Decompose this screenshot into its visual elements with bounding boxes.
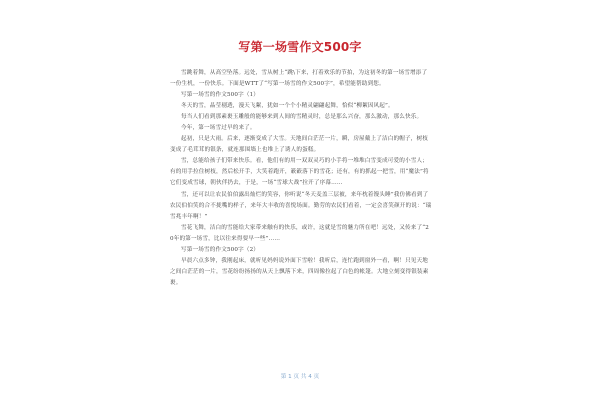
paragraph: 雪，还可以让农民伯伯露出灿烂的笑容，你听说“冬天麦盖三层被，来年枕着馒头睡”我仿佛看到了农民伯伯笑的合不拢嘴的样子，来年大丰收的喜悦场面。勤劳的农民们看着，一定会喜笑颜开的说：“瑞雪兆丰年啊！”	[170, 191, 432, 220]
document-body	[170, 68, 432, 289]
page-number: 第 1 页 共 4 页	[280, 374, 320, 380]
section-heading-2: 写第一场雪的作文500字（2）	[181, 246, 260, 253]
paragraph: 起初，只是大雨。后来，逐渐变成了大雪。天地间白茫茫一片，瞬，房屋戴上了洁白的帽子，树枝变成了毛茸茸的银条，就连那围墙上也堆上了诱人的蛋糕。	[170, 136, 428, 154]
section-heading-1: 写第一场雪的作文500字（1）	[181, 92, 260, 99]
paragraph: 今年，第一场雪过早的来了。	[181, 125, 256, 132]
paragraph: 每当人们看到那素裹玉雕般的能够来到人间的雪精灵时，总是那么兴奋，那么激动，那么快乐。	[181, 114, 423, 121]
document-title: 写第一场雪作文500字	[238, 40, 362, 54]
paragraph: 雪花飞舞，洁白的雪能给大家带来触有的快乐，或许，这就是雪的魅力所在吧！远处，又传来了“20年的第一场雪，比以往来得要早一些”……	[170, 224, 429, 242]
paragraph: 早晨六点多钟，我刚起床，就听见妈妈说外面下雪啦！我听后，连忙跑到窗外一看，啊！只见天地之间白茫茫的一片，雪花纷纷扬扬的从天上飘落下来，四周像拉起了白色的帐篷。大地立刻变得银装素裹。	[170, 257, 429, 286]
paragraph-intro: 雪跳着舞，从高空坠落。远处，雪从树上“跳\下来，打着欢乐的节拍，为这初冬的第一场雪增添了一份生机，一份快乐。下面是WTT了“写第一场雪的作文500字”，希望能帮助到您。	[170, 70, 428, 88]
paragraph: 雪，总能给孩子们带来快乐。看，他们有的用一双双灵巧的小手将一堆堆白雪变成可爱的小雪人；有的用手拉住树枝，然后松开手，大笑着跑开，簌簌落下的雪花；还有，有的抓起一把雪，用“魔法”将它们变成雪球，朝伙伴扔去，于是，一场“雪球大战”拉开了序幕……	[170, 158, 429, 187]
paragraph: 冬天的雪，晶莹剔透，漫天飞絮，犹如一个个小精灵翩翩起舞，恰似“柳絮因风起”。	[181, 103, 394, 110]
